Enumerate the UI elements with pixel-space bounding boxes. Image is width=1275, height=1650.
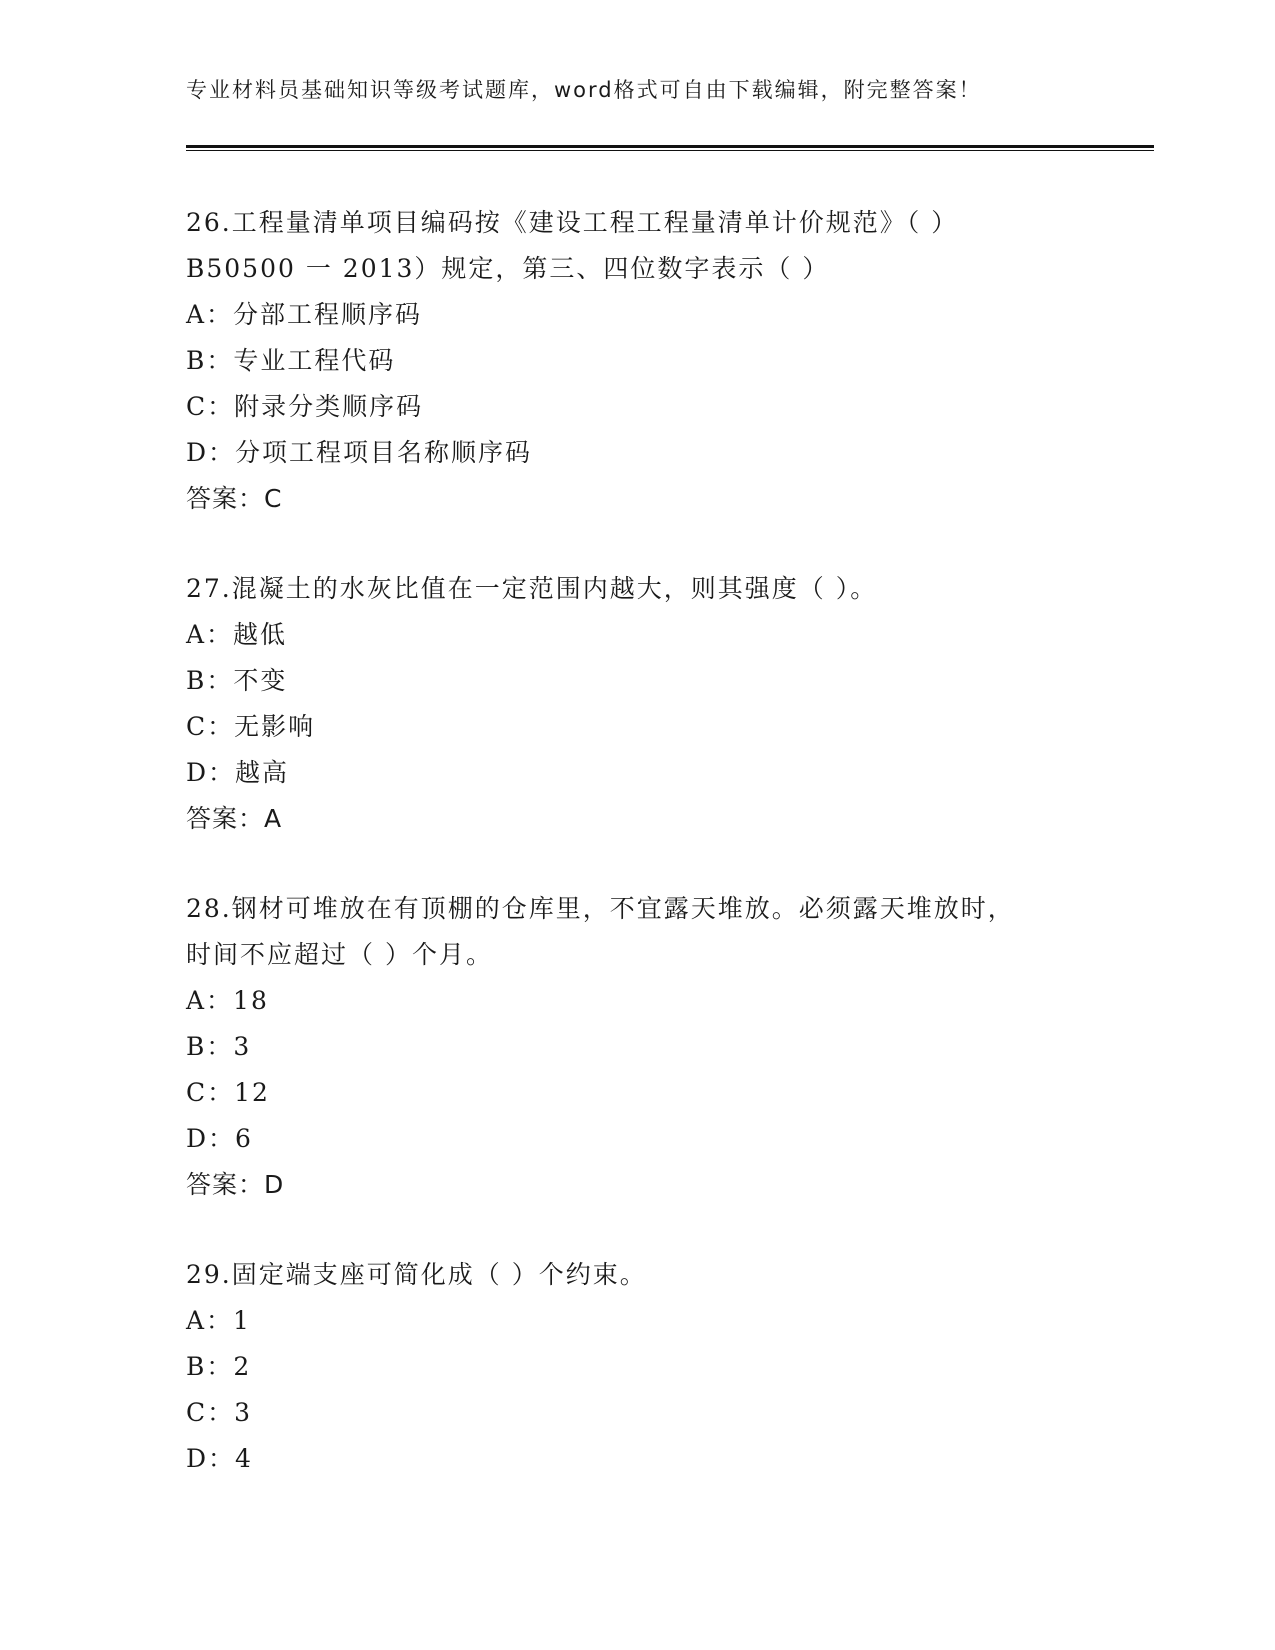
option-a: A：分部工程顺序码	[186, 300, 423, 329]
option-b: B：2	[186, 1352, 252, 1381]
question-28	[186, 886, 1156, 1208]
answer-line: 答案：D	[186, 1170, 285, 1199]
question-26	[186, 200, 1156, 522]
answer-line: 答案：A	[186, 804, 283, 833]
question-list	[186, 200, 1156, 1526]
option-b: B：3	[186, 1032, 252, 1061]
question-29	[186, 1252, 1156, 1482]
question-stem-line: 26.工程量清单项目编码按《建设工程工程量清单计价规范》（ ）	[186, 208, 959, 237]
option-b: B：专业工程代码	[186, 346, 396, 375]
answer-line: 答案：C	[186, 484, 283, 513]
header-rule-thick	[186, 145, 1154, 148]
option-d: D：越高	[186, 758, 290, 787]
question-stem-line: B50500 一 2013）规定，第三、四位数字表示（ ）	[186, 254, 830, 283]
question-stem-line: 27.混凝土的水灰比值在一定范围内越大，则其强度（ ）。	[186, 574, 878, 603]
option-a: A：1	[186, 1306, 251, 1335]
option-c: C：12	[186, 1078, 270, 1107]
option-c: C：附录分类顺序码	[186, 392, 424, 421]
option-c: C：3	[186, 1398, 253, 1427]
option-b: B：不变	[186, 666, 288, 695]
option-d: D：分项工程项目名称顺序码	[186, 438, 533, 467]
option-d: D：6	[186, 1124, 253, 1153]
question-stem-line: 时间不应超过（ ）个月。	[186, 940, 493, 969]
question-stem-line: 28.钢材可堆放在有顶棚的仓库里，不宜露天堆放。必须露天堆放时，	[186, 894, 1015, 923]
header-rule-thin	[186, 150, 1154, 151]
option-d: D：4	[186, 1444, 253, 1473]
question-stem-line: 29.固定端支座可简化成（ ）个约束。	[186, 1260, 647, 1289]
option-c: C：无影响	[186, 712, 316, 741]
page-header: 专业材料员基础知识等级考试题库，word格式可自由下载编辑，附完整答案！	[186, 78, 982, 102]
option-a: A：18	[186, 986, 269, 1015]
question-27	[186, 566, 1156, 842]
option-a: A：越低	[186, 620, 288, 649]
